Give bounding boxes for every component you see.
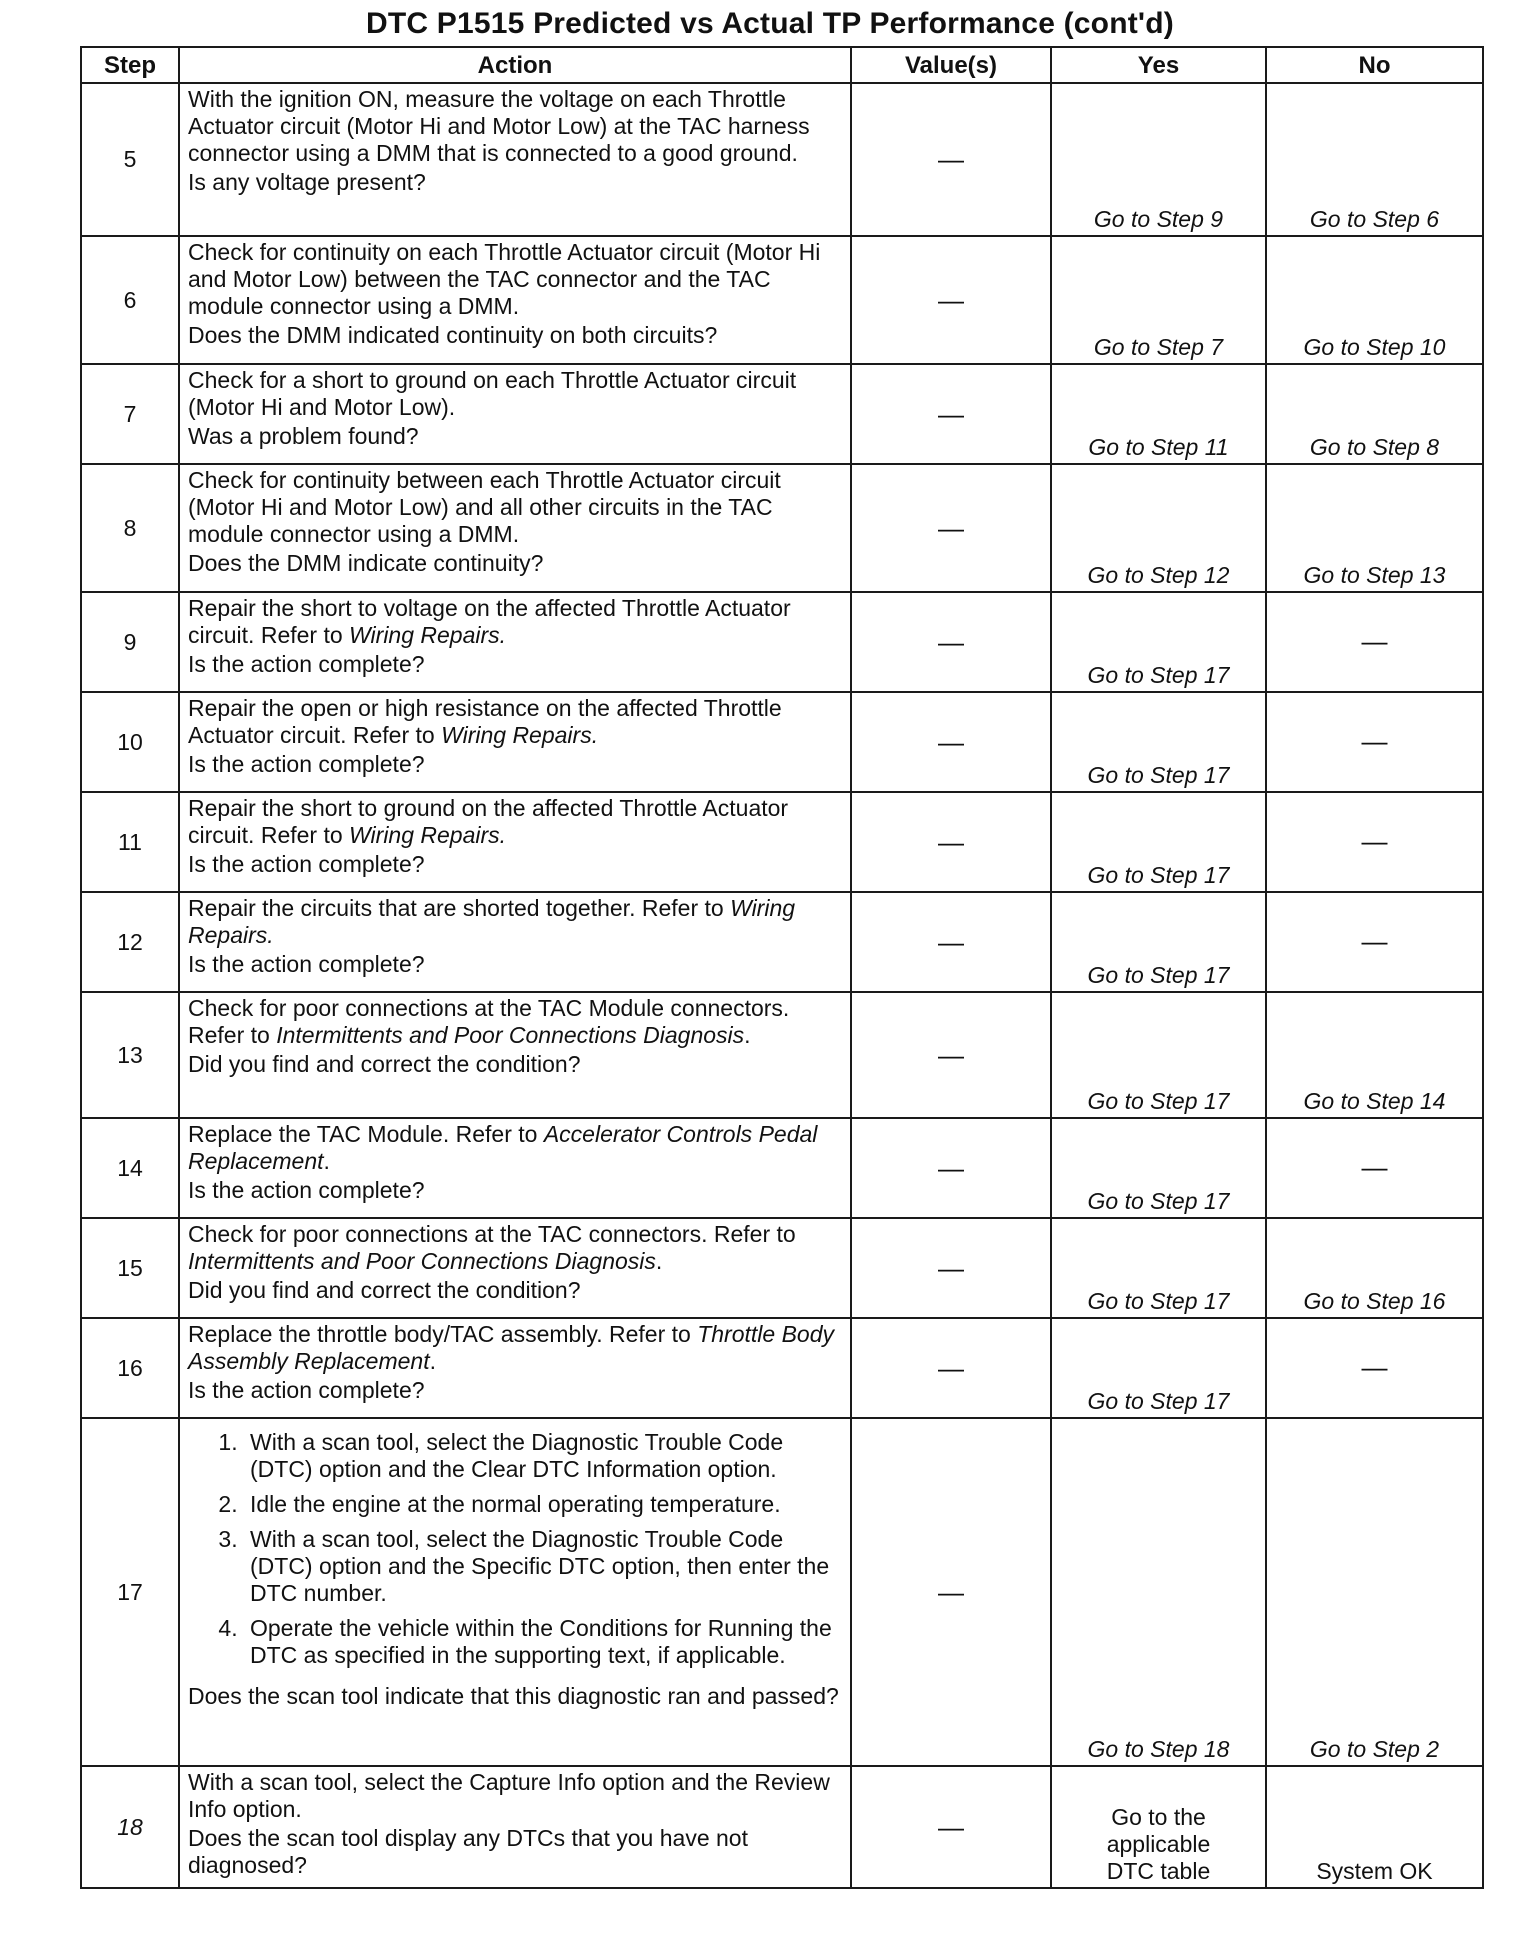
action-cell — [179, 83, 851, 236]
list-item: 1. With a scan tool, select the Diagnostic Trouble Code (DTC) option and the Clear DTC Information option. — [244, 1429, 842, 1483]
value-cell: — — [851, 792, 1051, 892]
reference-link: Throttle Body Assembly Replacement — [188, 1321, 835, 1374]
header-no: No — [1266, 47, 1483, 83]
yes-cell: Go to Step 17 — [1051, 792, 1266, 892]
table-row — [81, 892, 1483, 992]
value-cell: — — [851, 1218, 1051, 1318]
header-yes: Yes — [1051, 47, 1266, 83]
yes-cell: Go to Step 17 — [1051, 992, 1266, 1118]
action-cell — [179, 792, 851, 892]
list-item: 4. Operate the vehicle within the Conditions for Running the DTC as specified in the supporting text, if applicable. — [244, 1615, 842, 1669]
yes-cell: Go to Step 7 — [1051, 236, 1266, 364]
yes-cell: Go to Step 11 — [1051, 364, 1266, 464]
step-number: 15 — [81, 1218, 179, 1318]
instruction-list — [188, 1429, 842, 1677]
step-number: 17 — [81, 1418, 179, 1766]
action-text — [188, 595, 842, 649]
table-row — [81, 792, 1483, 892]
action-cell — [179, 364, 851, 464]
table-row — [81, 236, 1483, 364]
action-text — [188, 1121, 842, 1175]
reference-link: Wiring Repairs. — [349, 822, 507, 848]
diagnostic-procedure-table — [80, 46, 1484, 1889]
yes-cell: Go to Step 18 — [1051, 1418, 1266, 1766]
value-cell: — — [851, 236, 1051, 364]
yes-cell: Go to Step 9 — [1051, 83, 1266, 236]
no-cell: — — [1266, 1318, 1483, 1418]
table-row — [81, 992, 1483, 1118]
action-text: Check for continuity between each Throttle Actuator circuit (Motor Hi and Motor Low) and all other circuits in the TAC module connector using a DMM. — [188, 467, 781, 547]
action-text-suffix: . — [323, 1148, 330, 1174]
value-cell: — — [851, 1118, 1051, 1218]
no-cell: — — [1266, 692, 1483, 792]
action-text-main: Check for poor connections at the TAC connectors. Refer to — [188, 1221, 796, 1247]
action-cell — [179, 1318, 851, 1418]
action-question: Does the DMM indicate continuity? — [188, 550, 544, 576]
table-row — [81, 1766, 1483, 1888]
step-number: 6 — [81, 236, 179, 364]
reference-link: Wiring Repairs. — [441, 722, 599, 748]
table-row — [81, 692, 1483, 792]
step-number: 16 — [81, 1318, 179, 1418]
action-cell — [179, 692, 851, 792]
action-cell — [179, 236, 851, 364]
list-item: 2. Idle the engine at the normal operating temperature. — [244, 1491, 842, 1518]
table-row — [81, 83, 1483, 236]
action-text — [188, 1221, 842, 1275]
page-title: DTC P1515 Predicted vs Actual TP Performance (cont'd) — [366, 7, 1174, 40]
value-cell: — — [851, 592, 1051, 692]
step-number: 13 — [81, 992, 179, 1118]
action-cell — [179, 1118, 851, 1218]
action-text — [188, 795, 842, 849]
value-cell: — — [851, 1418, 1051, 1766]
action-question: Does the DMM indicated continuity on both circuits? — [188, 322, 718, 348]
action-text-suffix: . — [744, 1022, 751, 1048]
value-cell: — — [851, 1766, 1051, 1888]
table-row — [81, 1118, 1483, 1218]
action-cell — [179, 464, 851, 592]
value-cell: — — [851, 83, 1051, 236]
action-question: Is the action complete? — [188, 651, 425, 677]
no-cell: Go to Step 14 — [1266, 992, 1483, 1118]
value-cell: — — [851, 464, 1051, 592]
action-text-suffix: . — [429, 1348, 436, 1374]
action-question: Was a problem found? — [188, 423, 419, 449]
yes-cell: Go to Step 17 — [1051, 1218, 1266, 1318]
action-text-main: Check for poor connections at the TAC Module connectors. Refer to — [188, 995, 790, 1048]
no-cell: Go to Step 6 — [1266, 83, 1483, 236]
step-number: 7 — [81, 364, 179, 464]
step-number: 10 — [81, 692, 179, 792]
value-cell: — — [851, 692, 1051, 792]
yes-cell: Go to the applicable DTC table — [1051, 1766, 1266, 1888]
yes-cell: Go to Step 17 — [1051, 592, 1266, 692]
action-cell — [179, 592, 851, 692]
reference-link: Intermittents and Poor Connections Diagnosis — [276, 1022, 745, 1048]
no-cell: Go to Step 13 — [1266, 464, 1483, 592]
step-number: 14 — [81, 1118, 179, 1218]
table-row — [81, 1218, 1483, 1318]
value-cell: — — [851, 364, 1051, 464]
action-question: Did you find and correct the condition? — [188, 1277, 581, 1303]
value-cell: — — [851, 1318, 1051, 1418]
no-cell: Go to Step 16 — [1266, 1218, 1483, 1318]
action-question: Does the scan tool display any DTCs that you have not diagnosed? — [188, 1825, 748, 1878]
yes-cell: Go to Step 17 — [1051, 1318, 1266, 1418]
action-cell — [179, 892, 851, 992]
action-question: Is the action complete? — [188, 751, 425, 777]
action-cell — [179, 1418, 851, 1766]
action-cell — [179, 1218, 851, 1318]
no-cell: — — [1266, 1118, 1483, 1218]
action-text-main: Replace the throttle body/TAC assembly. Refer to — [188, 1321, 698, 1347]
step-number: 8 — [81, 464, 179, 592]
reference-link: Wiring Repairs. — [349, 622, 507, 648]
table-row — [81, 592, 1483, 692]
no-cell: System OK — [1266, 1766, 1483, 1888]
action-question: Did you find and correct the condition? — [188, 1051, 581, 1077]
action-text-main: Replace the TAC Module. Refer to — [188, 1121, 544, 1147]
table-row — [81, 1318, 1483, 1418]
action-question: Is the action complete? — [188, 1177, 425, 1203]
value-cell: — — [851, 992, 1051, 1118]
action-text-suffix: . — [655, 1248, 663, 1274]
action-question: Is the action complete? — [188, 851, 425, 877]
reference-link: Accelerator Controls Pedal Replacement — [188, 1121, 818, 1174]
action-text: With a scan tool, select the Capture Info option and the Review Info option. — [188, 1769, 830, 1822]
action-question: Is the action complete? — [188, 1377, 425, 1403]
reference-link: Wiring Repairs. — [188, 895, 796, 948]
action-question: Does the scan tool indicate that this diagnostic ran and passed? — [188, 1683, 839, 1709]
table-row — [81, 1418, 1483, 1766]
action-text: With the ignition ON, measure the voltage on each Throttle Actuator circuit (Motor Hi and Motor Low) at the TAC harness connector using a DMM that is connected to a good ground. — [188, 86, 810, 166]
header-step: Step — [81, 47, 179, 83]
yes-cell: Go to Step 17 — [1051, 692, 1266, 792]
list-item: 3. With a scan tool, select the Diagnostic Trouble Code (DTC) option and the Specific DTC option, then enter the DTC number. — [244, 1526, 842, 1607]
reference-link: Intermittents and Poor Connections Diagnosis — [188, 1248, 656, 1274]
action-text-main: Repair the short to ground on the affected Throttle Actuator circuit. Refer to — [188, 795, 789, 848]
action-text-main: Repair the circuits that are shorted together. Refer to — [188, 895, 731, 921]
action-text — [188, 895, 842, 949]
action-text: Check for a short to ground on each Throttle Actuator circuit (Motor Hi and Motor Low). — [188, 367, 797, 420]
step-number: 18 — [81, 1766, 179, 1888]
value-cell: — — [851, 892, 1051, 992]
action-question: Is any voltage present? — [188, 169, 426, 195]
action-text: Check for continuity on each Throttle Actuator circuit (Motor Hi and Motor Low) between the TAC connector and the TAC module connector using a DMM. — [188, 239, 821, 319]
step-number: 5 — [81, 83, 179, 236]
action-text-main: Repair the open or high resistance on the affected Throttle Actuator circuit. Refer to — [188, 695, 782, 748]
no-cell: — — [1266, 892, 1483, 992]
yes-cell: Go to Step 12 — [1051, 464, 1266, 592]
action-question: Is the action complete? — [188, 951, 425, 977]
action-text — [188, 1321, 842, 1375]
header-action: Action — [179, 47, 851, 83]
step-number: 11 — [81, 792, 179, 892]
action-text — [188, 995, 842, 1049]
table-header-row — [81, 47, 1483, 83]
yes-cell: Go to Step 17 — [1051, 892, 1266, 992]
table-row — [81, 364, 1483, 464]
yes-cell: Go to Step 17 — [1051, 1118, 1266, 1218]
action-cell — [179, 992, 851, 1118]
no-cell: — — [1266, 792, 1483, 892]
no-cell: Go to Step 10 — [1266, 236, 1483, 364]
header-values: Value(s) — [851, 47, 1051, 83]
action-text-main: Repair the short to voltage on the affected Throttle Actuator circuit. Refer to — [188, 595, 791, 648]
no-cell: Go to Step 2 — [1266, 1418, 1483, 1766]
table-row — [81, 464, 1483, 592]
no-cell: — — [1266, 592, 1483, 692]
action-text — [188, 695, 842, 749]
action-cell — [179, 1766, 851, 1888]
step-number: 12 — [81, 892, 179, 992]
no-cell: Go to Step 8 — [1266, 364, 1483, 464]
step-number: 9 — [81, 592, 179, 692]
